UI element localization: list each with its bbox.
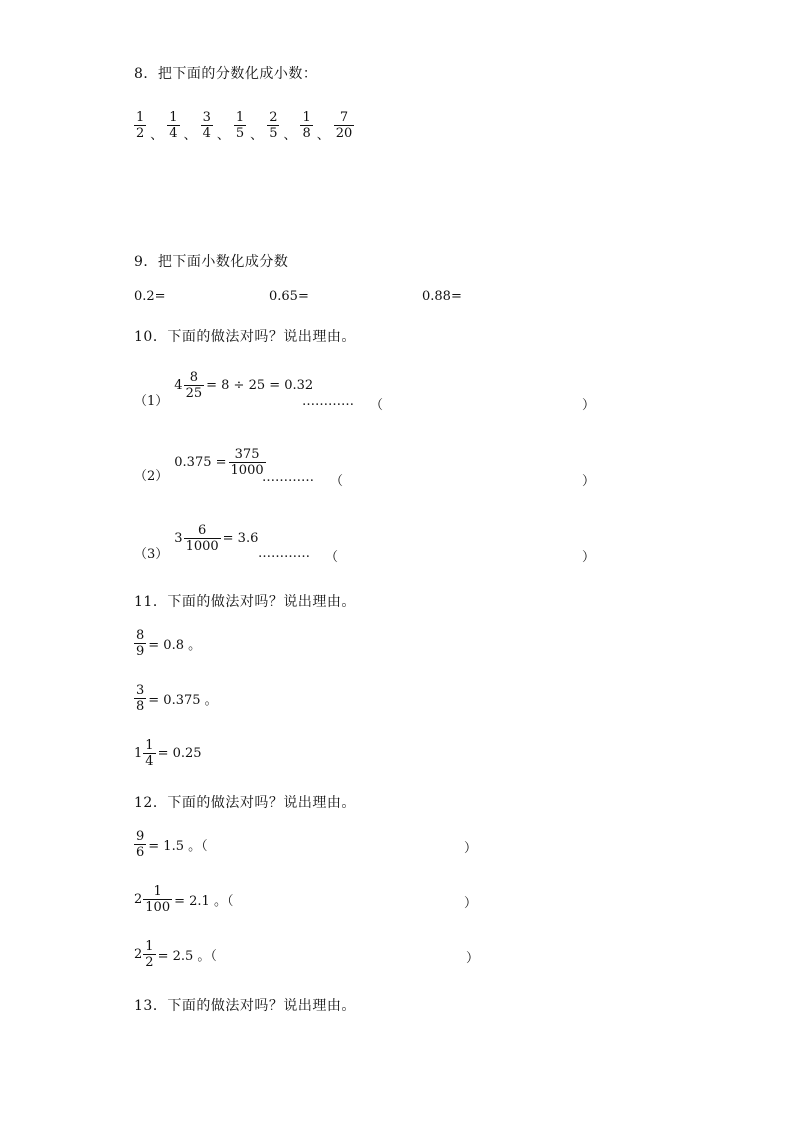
fraction: $\frac{8}{9}$	[136, 628, 145, 659]
answer-close-paren: ）	[466, 951, 480, 966]
q10-item-1: （1） 4 $\frac{8}{25}$ = 8 ÷ 25 = 0.32	[134, 370, 314, 409]
fraction: $\frac{1}{4}$	[169, 110, 178, 141]
answer-close-paren: ）	[582, 398, 596, 413]
q11-item-2: $\frac{3}{8}$ = 0.375 。	[136, 683, 218, 714]
q10-item-2: （2） 0.375 = $\frac{375}{1000}$	[134, 447, 264, 484]
q12-item-1: $\frac{9}{6}$ = 1.5 。（	[136, 829, 208, 860]
q13-title: 13．下面的做法对吗？说出理由。	[134, 998, 356, 1014]
q8-title: 8．把下面的分数化成小数：	[134, 66, 318, 82]
fraction: $\frac{1}{8}$	[302, 110, 311, 141]
fraction: $\frac{1}{2}$	[136, 110, 145, 141]
answer-open-paren: （	[370, 398, 384, 413]
fraction: $\frac{3}{4}$	[202, 110, 211, 141]
answer-close-paren: ）	[582, 474, 596, 489]
q9-item: 0.88=	[422, 289, 462, 304]
q10-title: 10．下面的做法对吗？说出理由。	[134, 329, 356, 345]
q8-fraction-list: $\frac{1}{2}$ 、 $\frac{1}{4}$ 、 $\frac{3}{4}$ 、 $\frac{1}{5}$ 、 $\frac{2}{5}$ 、 $\frac{1}{8}$ 、 $\frac{7}{20}$	[136, 110, 353, 143]
q9-title: 9．把下面小数化成分数	[134, 254, 289, 270]
q12-item-2: 2 $\frac{1}{100}$ = 2.1 。（	[134, 884, 234, 915]
fraction: $\frac{1}{2}$	[145, 939, 154, 970]
q10-dots: …………	[258, 546, 310, 561]
fraction: $\frac{1}{5}$	[235, 110, 245, 141]
fraction: $\frac{1}{100}$	[145, 884, 171, 915]
q12-item-3: 2 $\frac{1}{2}$ = 2.5 。（	[134, 939, 217, 970]
answer-close-paren: ）	[464, 841, 478, 856]
answer-open-paren: （	[330, 474, 344, 489]
answer-close-paren: ）	[464, 896, 478, 911]
q12-title: 12．下面的做法对吗？说出理由。	[134, 795, 356, 811]
q10-dots: …………	[302, 394, 354, 409]
q9-item: 0.65=	[269, 289, 309, 304]
fraction: $\frac{3}{8}$	[136, 683, 145, 714]
q11-item-1: $\frac{8}{9}$ = 0.8 。	[136, 628, 202, 659]
q11-title: 11．下面的做法对吗？说出理由。	[134, 594, 356, 610]
q11-item-3: 1 $\frac{1}{4}$ = 0.25	[134, 738, 202, 769]
q10-dots: …………	[262, 470, 314, 485]
q10-item-3: （3） 3 $\frac{6}{1000}$ = 3.6	[134, 523, 259, 562]
fraction: $\frac{1}{4}$	[145, 738, 154, 769]
answer-close-paren: ）	[582, 550, 596, 565]
fraction: $\frac{7}{20}$	[335, 110, 353, 141]
fraction: $\frac{2}{5}$	[269, 110, 278, 141]
fraction: $\frac{8}{25}$	[185, 370, 203, 401]
q9-item: 0.2=	[134, 289, 166, 304]
fraction: $\frac{6}{1000}$	[185, 523, 219, 554]
answer-open-paren: （	[325, 550, 339, 565]
fraction: $\frac{9}{6}$	[136, 829, 145, 860]
fraction: $\frac{375}{1000}$	[230, 447, 264, 478]
